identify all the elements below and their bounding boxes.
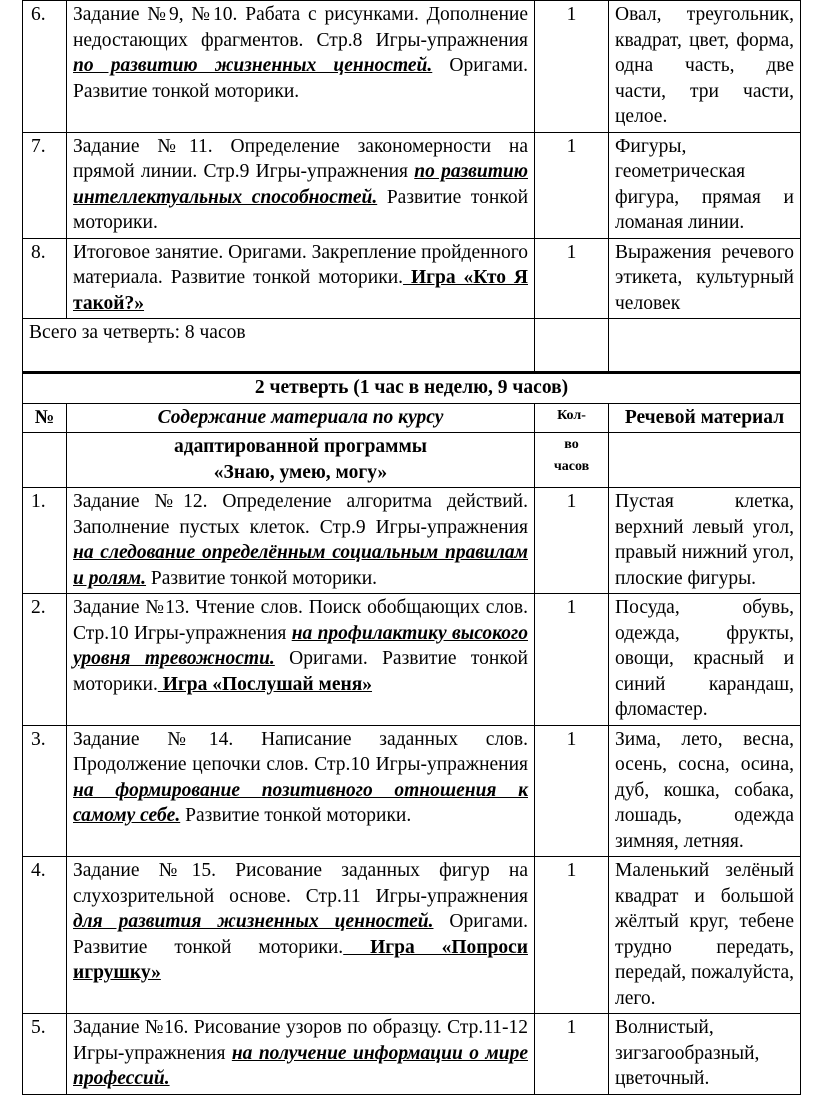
row-speech-material: Овал, треугольник, квадрат, цвет, форма, одна часть, две части, три части, целое.: [609, 1, 801, 133]
quarter1-total-speech: [609, 319, 801, 373]
quarter2-title-row: [23, 373, 801, 404]
row-content: [67, 238, 535, 319]
game-title: Игра «Послушай меня»: [157, 673, 373, 695]
table-row: [23, 857, 801, 1014]
row-content: [67, 725, 535, 857]
table-row: [23, 238, 801, 319]
quarter1-total: Всего за четверть: 8 часов: [23, 319, 535, 373]
content-text: Развитие тонкой моторики.: [180, 805, 412, 826]
row-hours: 1: [535, 488, 609, 594]
row-number: 1.: [23, 488, 67, 594]
curriculum-table: [22, 0, 801, 1095]
game-title: Игра «Попроси игрушку»: [73, 936, 528, 983]
row-content: [67, 594, 535, 726]
content-text: Задание №14. Написание заданных слов. Продолжение цепочки слов. Стр.10 Игры-упражнения: [73, 728, 528, 775]
quarter1-total-row: [23, 319, 801, 373]
row-speech-material: Выражения речевого этикета, культурный человек: [609, 238, 801, 319]
quarter1-total-count: [535, 319, 609, 373]
content-text: Задание №12. Определение алгоритма действий. Заполнение пустых клеток. Стр.9 Игры-упражнения: [73, 491, 528, 538]
row-hours: 1: [535, 1014, 609, 1095]
row-speech-material: Маленький зелёный квадрат и большой жёлтый круг, тебене трудно передать, передай, пожалуйста, лего.: [609, 857, 801, 1014]
header-content-cont: [67, 433, 535, 488]
row-speech-material: Волнистый, зигзагообразный, цветочный.: [609, 1014, 801, 1095]
header-content-line3: «Знаю, умею, могу»: [213, 461, 388, 483]
content-text: Задание №9, №10. Рабата с рисунками. Дополнение недостающих фрагментов. Стр.8 Игры-упражнения: [73, 4, 528, 51]
row-speech-material: Фигуры, геометрическая фигура, прямая и ломаная линии.: [609, 132, 801, 238]
header-count-line3: часов: [553, 459, 590, 474]
row-content: [67, 488, 535, 594]
table-header-row2: [23, 433, 801, 488]
row-speech-material: Пустая клетка, верхний левый угол, правый нижний угол, плоские фигуры.: [609, 488, 801, 594]
row-hours: 1: [535, 594, 609, 726]
row-number: 2.: [23, 594, 67, 726]
row-content: [67, 1014, 535, 1095]
row-hours: 1: [535, 238, 609, 319]
activity-focus: для развития жизненных ценностей.: [73, 911, 434, 932]
row-number: 5.: [23, 1014, 67, 1095]
header-content-line2: адаптированной программы: [174, 436, 427, 457]
table-row: [23, 1, 801, 133]
header-speech-empty: [609, 433, 801, 488]
content-text: Развитие тонкой моторики.: [146, 567, 378, 589]
row-number: 4.: [23, 857, 67, 1014]
row-speech-material: Посуда, обувь, одежда, фрукты, овощи, красный и синий карандаш, фломастер.: [609, 594, 801, 726]
table-row: [23, 488, 801, 594]
table-header-row: [23, 403, 801, 433]
activity-focus: по развитию интеллектуальных способностей.: [73, 161, 528, 208]
row-number: 7.: [23, 132, 67, 238]
quarter1-rows: [23, 1, 801, 319]
row-number: 3.: [23, 725, 67, 857]
content-text: Итоговое занятие. Оригами. Закрепление пройденного материала. Развитие тонкой моторики.: [73, 241, 528, 288]
activity-focus: на следование определённым социальным правилам и ролям.: [73, 542, 528, 589]
row-hours: 1: [535, 132, 609, 238]
content-text: Задание №15. Рисование заданных фигур на слухозрительной основе. Стр.11 Игры-упражнения: [73, 860, 528, 907]
quarter2-title: 2 четверть (1 час в неделю, 9 часов): [23, 373, 801, 404]
row-number: 6.: [23, 1, 67, 133]
header-count-cont: [535, 433, 609, 488]
header-num-empty: [23, 433, 67, 488]
content-text: Оригами. Развитие тонкой моторики.: [73, 648, 528, 695]
table-row: [23, 594, 801, 726]
quarter2-rows: [23, 488, 801, 1095]
content-text: Задание №11. Определение закономерности на прямой линии. Стр.9 Игры-упражнения: [73, 135, 528, 182]
row-content: [67, 1, 535, 133]
activity-focus: по развитию жизненных ценностей.: [73, 55, 433, 76]
row-content: [67, 857, 535, 1014]
header-count-line2: во: [564, 437, 579, 452]
content-text: Оригами. Развитие тонкой моторики.: [73, 911, 528, 958]
header-content-line1: Содержание материала по курсу: [67, 403, 535, 433]
content-text: Развитие тонкой моторики.: [73, 186, 529, 233]
activity-focus: на получение информации о мире профессий.: [73, 1042, 528, 1089]
row-hours: 1: [535, 857, 609, 1014]
row-hours: 1: [535, 1, 609, 133]
game-title: Игра «Кто Я такой?»: [73, 267, 528, 314]
content-text: Задание №13. Чтение слов. Поиск обобщающих слов. Стр.10 Игры-упражнения: [73, 597, 528, 644]
table-row: [23, 132, 801, 238]
activity-focus: на формирование позитивного отношения к самому себе.: [73, 779, 528, 826]
row-speech-material: Зима, лето, весна, осень, сосна, осина, дуб, кошка, собака, лошадь, одежда зимняя, летняя.: [609, 725, 801, 857]
header-num: №: [23, 403, 67, 433]
table-row: [23, 725, 801, 857]
row-content: [67, 132, 535, 238]
header-count-line1: Кол-: [535, 403, 609, 433]
header-speech: Речевой материал: [609, 403, 801, 433]
content-text: Задание №16. Рисование узоров по образцу. Стр.11-12 Игры-упражнения: [73, 1017, 528, 1064]
row-number: 8.: [23, 238, 67, 319]
activity-focus: на профилактику высокого уровня тревожности.: [73, 622, 528, 669]
table-row: [23, 1014, 801, 1095]
row-hours: 1: [535, 725, 609, 857]
content-text: Оригами. Развитие тонкой моторики.: [73, 55, 528, 102]
